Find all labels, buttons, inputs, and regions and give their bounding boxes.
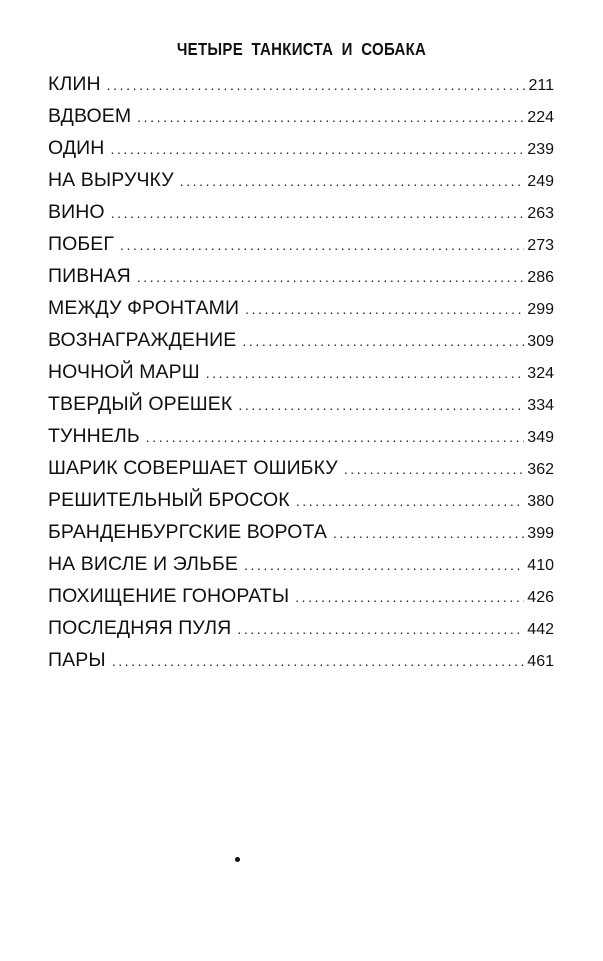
- dot-leader: [137, 261, 524, 293]
- toc-entry: [48, 484, 554, 516]
- dot-leader: [180, 165, 525, 197]
- dot-leader: [244, 549, 524, 581]
- dot-leader: [344, 453, 525, 485]
- dot-leader: [238, 389, 524, 421]
- toc-entry-title: НОЧНОЙ МАРШ: [48, 361, 200, 383]
- toc-entry-page: 362: [527, 461, 554, 478]
- toc-entry: [48, 292, 554, 324]
- toc-entry-title: НА ВЫРУЧКУ: [48, 169, 174, 191]
- toc-entry-page: 286: [527, 269, 554, 286]
- toc-entry-title: ПОХИЩЕНИЕ ГОНОРАТЫ: [48, 585, 290, 607]
- dot-leader: [333, 517, 524, 549]
- toc-entry-page: 334: [527, 397, 554, 414]
- toc-entry-page: 211: [528, 77, 554, 94]
- toc-entry: [48, 452, 554, 484]
- toc-entry-title: ШАРИК СОВЕРШАЕТ ОШИБКУ: [48, 457, 338, 479]
- toc-entry-title: НА ВИСЛЕ И ЭЛЬБЕ: [48, 553, 238, 575]
- toc-entry: [48, 644, 554, 676]
- dot-leader: [110, 133, 524, 165]
- toc-entry-page: 309: [527, 333, 554, 350]
- toc-entry-title: ВДВОЕМ: [48, 105, 132, 127]
- toc-entry-title: МЕЖДУ ФРОНТАМИ: [48, 297, 240, 319]
- toc-entry-title: ПОБЕГ: [48, 233, 115, 255]
- running-header: ЧЕТЫРЕ ТАНКИСТА И СОБАКА: [176, 40, 427, 60]
- toc-entry-title: ТВЕРДЫЙ ОРЕШЕК: [48, 393, 233, 415]
- toc-entry-title: ПОСЛЕДНЯЯ ПУЛЯ: [48, 617, 232, 639]
- toc-entry-title: ВИНО: [48, 201, 105, 223]
- toc-entry: [48, 548, 554, 580]
- toc-entry-page: 399: [527, 525, 554, 542]
- toc-entry-title: БРАНДЕНБУРГСКИЕ ВОРОТА: [48, 521, 327, 543]
- toc-entry: [48, 68, 554, 100]
- toc-entry: [48, 260, 554, 292]
- dot-leader: [206, 357, 525, 389]
- dot-leader: [111, 197, 525, 229]
- toc-entry-title: ВОЗНАГРАЖДЕНИЕ: [48, 329, 237, 351]
- toc-entry-title: ПИВНАЯ: [48, 265, 131, 287]
- dot-leader: [137, 101, 524, 133]
- dot-leader: [120, 229, 524, 261]
- dot-leader: [242, 325, 524, 357]
- toc-entry-page: 299: [527, 301, 554, 318]
- toc-entry-title: РЕШИТЕЛЬНЫЙ БРОСОК: [48, 489, 290, 511]
- dot-leader: [245, 293, 524, 325]
- dot-leader: [295, 581, 524, 613]
- toc-entry-page: 239: [527, 141, 554, 158]
- toc-entry: [48, 324, 554, 356]
- toc-entry-title: ТУННЕЛЬ: [48, 425, 140, 447]
- toc-entry: [48, 132, 554, 164]
- toc-entry: [48, 516, 554, 548]
- toc-entry: [48, 164, 554, 196]
- toc-entry-title: ОДИН: [48, 137, 105, 159]
- toc-entry-page: 263: [527, 205, 554, 222]
- toc-entry-page: 461: [527, 653, 554, 670]
- toc-entry-page: 324: [527, 365, 554, 382]
- toc-entry-page: 380: [527, 493, 554, 510]
- ink-speck: [235, 857, 240, 862]
- toc-entry-title: КЛИН: [48, 73, 101, 95]
- dot-leader: [107, 69, 526, 101]
- toc-entry: [48, 420, 554, 452]
- toc-entry-page: 426: [527, 589, 554, 606]
- toc-entry-title: ПАРЫ: [48, 649, 106, 671]
- toc-entry: [48, 356, 554, 388]
- toc-entry: [48, 228, 554, 260]
- toc-entry: [48, 196, 554, 228]
- toc-entry: [48, 612, 554, 644]
- toc-entry-page: 224: [527, 109, 554, 126]
- toc-entry-page: 442: [527, 621, 554, 638]
- dot-leader: [112, 645, 525, 677]
- toc-entry-page: 349: [527, 429, 554, 446]
- dot-leader: [146, 421, 525, 453]
- toc-entry: [48, 580, 554, 612]
- table-of-contents: [48, 68, 554, 676]
- dot-leader: [296, 485, 525, 517]
- toc-entry: [48, 100, 554, 132]
- toc-entry-page: 249: [527, 173, 554, 190]
- dot-leader: [237, 613, 524, 645]
- toc-entry-page: 410: [527, 557, 554, 574]
- toc-entry-page: 273: [527, 237, 554, 254]
- toc-entry: [48, 388, 554, 420]
